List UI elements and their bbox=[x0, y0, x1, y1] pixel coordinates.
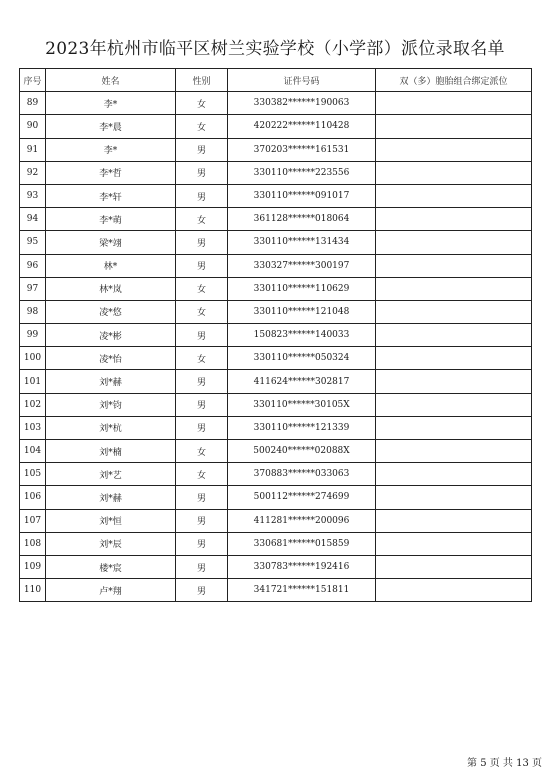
cell-gender: 女 bbox=[176, 277, 228, 300]
cell-index: 109 bbox=[20, 555, 46, 578]
cell-id-number: 341721******151811 bbox=[228, 579, 376, 602]
cell-gender: 女 bbox=[176, 440, 228, 463]
cell-name: 梁*翊 bbox=[46, 231, 176, 254]
table-row bbox=[20, 509, 532, 532]
cell-name: 刘*恒 bbox=[46, 509, 176, 532]
cell-gender: 男 bbox=[176, 532, 228, 555]
cell-id-number: 330327******300197 bbox=[228, 254, 376, 277]
table-row bbox=[20, 115, 532, 138]
table-row bbox=[20, 161, 532, 184]
cell-name: 林* bbox=[46, 254, 176, 277]
table-row bbox=[20, 370, 532, 393]
cell-twin-binding bbox=[376, 393, 532, 416]
cell-id-number: 330110******131434 bbox=[228, 231, 376, 254]
table-body bbox=[20, 92, 532, 602]
cell-gender: 男 bbox=[176, 579, 228, 602]
table-row bbox=[20, 138, 532, 161]
cell-id-number: 330110******121048 bbox=[228, 300, 376, 323]
cell-id-number: 330110******223556 bbox=[228, 161, 376, 184]
cell-name: 刘*赫 bbox=[46, 370, 176, 393]
cell-name: 刘*辰 bbox=[46, 532, 176, 555]
page-number: 第 5 页 共 13 页 bbox=[467, 758, 542, 769]
cell-name: 李* bbox=[46, 138, 176, 161]
cell-index: 100 bbox=[20, 347, 46, 370]
table-row bbox=[20, 277, 532, 300]
cell-name: 李*晨 bbox=[46, 115, 176, 138]
cell-index: 110 bbox=[20, 579, 46, 602]
cell-index: 103 bbox=[20, 416, 46, 439]
col-header-id-number: 证件号码 bbox=[228, 69, 376, 92]
cell-index: 104 bbox=[20, 440, 46, 463]
cell-id-number: 330110******121339 bbox=[228, 416, 376, 439]
cell-gender: 女 bbox=[176, 463, 228, 486]
table-row bbox=[20, 579, 532, 602]
table-row bbox=[20, 92, 532, 115]
cell-name: 刘*钧 bbox=[46, 393, 176, 416]
cell-index: 102 bbox=[20, 393, 46, 416]
cell-twin-binding bbox=[376, 440, 532, 463]
cell-index: 91 bbox=[20, 138, 46, 161]
cell-id-number: 411624******302817 bbox=[228, 370, 376, 393]
cell-index: 89 bbox=[20, 92, 46, 115]
cell-id-number: 330110******110629 bbox=[228, 277, 376, 300]
cell-twin-binding bbox=[376, 532, 532, 555]
cell-name: 楼*宸 bbox=[46, 555, 176, 578]
table-row bbox=[20, 555, 532, 578]
cell-index: 96 bbox=[20, 254, 46, 277]
cell-name: 刘*赫 bbox=[46, 486, 176, 509]
cell-index: 99 bbox=[20, 324, 46, 347]
cell-id-number: 370203******161531 bbox=[228, 138, 376, 161]
cell-index: 98 bbox=[20, 300, 46, 323]
cell-id-number: 420222******110428 bbox=[228, 115, 376, 138]
cell-twin-binding bbox=[376, 300, 532, 323]
cell-gender: 女 bbox=[176, 208, 228, 231]
cell-id-number: 330110******30105X bbox=[228, 393, 376, 416]
cell-gender: 男 bbox=[176, 138, 228, 161]
cell-id-number: 150823******140033 bbox=[228, 324, 376, 347]
cell-index: 93 bbox=[20, 184, 46, 207]
cell-gender: 女 bbox=[176, 115, 228, 138]
cell-name: 凌*彬 bbox=[46, 324, 176, 347]
cell-twin-binding bbox=[376, 463, 532, 486]
cell-index: 94 bbox=[20, 208, 46, 231]
cell-name: 李*轩 bbox=[46, 184, 176, 207]
cell-twin-binding bbox=[376, 370, 532, 393]
cell-twin-binding bbox=[376, 92, 532, 115]
cell-twin-binding bbox=[376, 254, 532, 277]
cell-twin-binding bbox=[376, 115, 532, 138]
table-row bbox=[20, 184, 532, 207]
cell-twin-binding bbox=[376, 184, 532, 207]
cell-gender: 男 bbox=[176, 509, 228, 532]
cell-id-number: 361128******018064 bbox=[228, 208, 376, 231]
cell-id-number: 500112******274699 bbox=[228, 486, 376, 509]
cell-name: 李*萌 bbox=[46, 208, 176, 231]
cell-gender: 女 bbox=[176, 300, 228, 323]
cell-index: 108 bbox=[20, 532, 46, 555]
cell-gender: 男 bbox=[176, 370, 228, 393]
cell-id-number: 330681******015859 bbox=[228, 532, 376, 555]
cell-twin-binding bbox=[376, 277, 532, 300]
table-row bbox=[20, 208, 532, 231]
cell-gender: 男 bbox=[176, 416, 228, 439]
cell-gender: 男 bbox=[176, 393, 228, 416]
document-title: 2023年杭州市临平区树兰实验学校（小学部）派位录取名单 bbox=[45, 39, 505, 59]
cell-twin-binding bbox=[376, 138, 532, 161]
col-header-twin-binding: 双（多）胞胎组合绑定派位 bbox=[376, 69, 532, 92]
cell-gender: 女 bbox=[176, 92, 228, 115]
col-header-index: 序号 bbox=[20, 69, 46, 92]
cell-twin-binding bbox=[376, 555, 532, 578]
cell-name: 凌*怡 bbox=[46, 347, 176, 370]
table-row bbox=[20, 231, 532, 254]
cell-twin-binding bbox=[376, 208, 532, 231]
col-header-name: 姓名 bbox=[46, 69, 176, 92]
cell-index: 95 bbox=[20, 231, 46, 254]
cell-name: 李*哲 bbox=[46, 161, 176, 184]
cell-twin-binding bbox=[376, 416, 532, 439]
cell-id-number: 330382******190063 bbox=[228, 92, 376, 115]
cell-name: 卢*翔 bbox=[46, 579, 176, 602]
cell-gender: 男 bbox=[176, 184, 228, 207]
cell-id-number: 370883******033063 bbox=[228, 463, 376, 486]
cell-index: 97 bbox=[20, 277, 46, 300]
cell-twin-binding bbox=[376, 486, 532, 509]
table-row bbox=[20, 440, 532, 463]
cell-gender: 男 bbox=[176, 486, 228, 509]
cell-gender: 男 bbox=[176, 254, 228, 277]
admission-table bbox=[19, 68, 532, 602]
cell-id-number: 500240******02088X bbox=[228, 440, 376, 463]
cell-id-number: 330783******192416 bbox=[228, 555, 376, 578]
cell-index: 92 bbox=[20, 161, 46, 184]
cell-gender: 男 bbox=[176, 324, 228, 347]
col-header-gender: 性别 bbox=[176, 69, 228, 92]
cell-id-number: 411281******200096 bbox=[228, 509, 376, 532]
cell-twin-binding bbox=[376, 509, 532, 532]
cell-index: 107 bbox=[20, 509, 46, 532]
cell-gender: 女 bbox=[176, 347, 228, 370]
cell-index: 90 bbox=[20, 115, 46, 138]
table-row bbox=[20, 300, 532, 323]
cell-twin-binding bbox=[376, 324, 532, 347]
table-row bbox=[20, 532, 532, 555]
table-row bbox=[20, 463, 532, 486]
cell-index: 106 bbox=[20, 486, 46, 509]
cell-twin-binding bbox=[376, 347, 532, 370]
table-row bbox=[20, 324, 532, 347]
cell-name: 凌*悠 bbox=[46, 300, 176, 323]
cell-index: 101 bbox=[20, 370, 46, 393]
cell-twin-binding bbox=[376, 231, 532, 254]
cell-gender: 男 bbox=[176, 161, 228, 184]
table-row bbox=[20, 393, 532, 416]
table-row bbox=[20, 254, 532, 277]
cell-gender: 男 bbox=[176, 555, 228, 578]
table-row bbox=[20, 416, 532, 439]
cell-name: 刘*杭 bbox=[46, 416, 176, 439]
table-header bbox=[20, 69, 532, 92]
header-row bbox=[20, 69, 532, 92]
cell-name: 刘*楠 bbox=[46, 440, 176, 463]
cell-id-number: 330110******091017 bbox=[228, 184, 376, 207]
table-row bbox=[20, 347, 532, 370]
cell-twin-binding bbox=[376, 579, 532, 602]
cell-id-number: 330110******050324 bbox=[228, 347, 376, 370]
cell-name: 刘*艺 bbox=[46, 463, 176, 486]
table-row bbox=[20, 486, 532, 509]
cell-name: 林*岚 bbox=[46, 277, 176, 300]
cell-twin-binding bbox=[376, 161, 532, 184]
cell-index: 105 bbox=[20, 463, 46, 486]
cell-gender: 男 bbox=[176, 231, 228, 254]
cell-name: 李* bbox=[46, 92, 176, 115]
